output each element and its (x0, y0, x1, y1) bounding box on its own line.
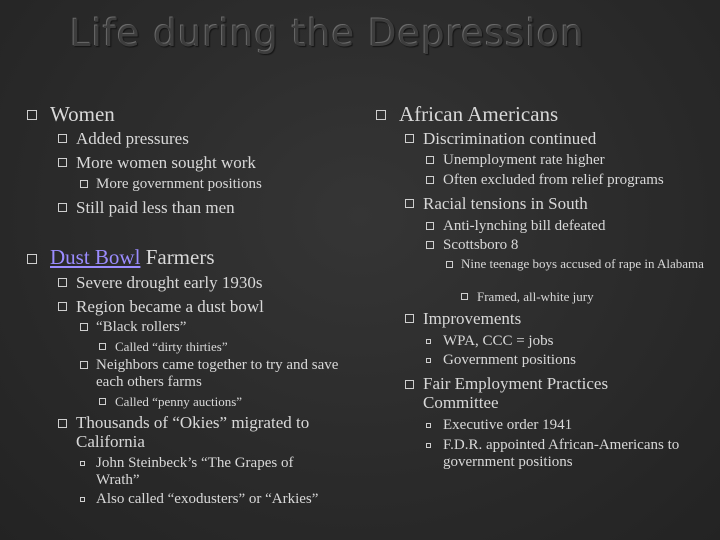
bullet-icon (80, 497, 85, 502)
wpa-item: WPA, CCC = jobs (443, 333, 554, 349)
bullet-icon (99, 398, 106, 405)
bullet-icon (58, 134, 67, 143)
bullet-icon (426, 443, 431, 448)
improvements-item: Improvements (423, 309, 522, 328)
penny-auctions: Called “penny auctions” (115, 394, 243, 409)
neighbors-item: Neighbors came together to try and save each others farms (96, 357, 339, 390)
bullet-icon (405, 134, 414, 143)
bullet-icon (405, 314, 414, 323)
nine-boys-item: Nine teenage boys accused of rape in Alabama (461, 256, 704, 271)
bullet-icon (99, 343, 106, 350)
steinbeck-item: John Steinbeck’s “The Grapes of Wrath” (96, 455, 294, 488)
bullet-icon (405, 380, 414, 389)
bullet-icon (80, 180, 88, 188)
bullet-icon (376, 110, 386, 120)
fair-employment-item: Fair Employment Practices Committee (423, 374, 609, 412)
exodusters-item: Also called “exodusters” or “Arkies” (96, 491, 319, 507)
dust-bowl-link[interactable]: Dust Bowl (50, 245, 141, 269)
bullet-icon (426, 156, 434, 164)
executive-order-item: Executive order 1941 (443, 417, 573, 433)
bullet-icon (426, 241, 434, 249)
bullet-icon (446, 261, 453, 268)
bullet-icon (80, 323, 88, 331)
bullet-icon (80, 461, 85, 466)
bullet-icon (461, 293, 468, 300)
bullet-icon (426, 423, 431, 428)
scottsboro-item: Scottsboro 8 (443, 237, 519, 253)
dust-item-1: Severe drought early 1930s (76, 273, 263, 292)
excluded-item: Often excluded from relief programs (443, 172, 664, 188)
slide-title: Life during the Depression (70, 12, 585, 55)
unemployment-item: Unemployment rate higher (443, 152, 605, 168)
bullet-icon (80, 361, 88, 369)
bullet-icon (27, 110, 37, 120)
framed-item: Framed, all-white jury (477, 289, 594, 304)
bullet-icon (426, 358, 431, 363)
women-item-1: Added pressures (76, 129, 189, 148)
women-sub-item: More government positions (96, 176, 262, 192)
dirty-thirties: Called “dirty thirties” (115, 339, 228, 354)
women-item-3: Still paid less than men (76, 198, 235, 217)
govpos-item: Government positions (443, 352, 576, 368)
women-heading: Women (50, 102, 115, 126)
african-americans-heading: African Americans (399, 102, 559, 126)
okies-item: Thousands of “Okies” migrated to California (76, 413, 310, 451)
antilynching-item: Anti-lynching bill defeated (443, 218, 606, 234)
bullet-icon (27, 254, 37, 264)
dust-item-2: Region became a dust bowl (76, 297, 264, 316)
women-item-2: More women sought work (76, 153, 256, 172)
discrimination-item: Discrimination continued (423, 129, 597, 148)
fdr-item: F.D.R. appointed African-Americans to government positions (443, 437, 680, 470)
dust-bowl-heading-rest: Farmers (140, 245, 215, 269)
bullet-icon (58, 419, 67, 428)
bullet-icon (58, 278, 67, 287)
bullet-icon (405, 199, 414, 208)
black-rollers: “Black rollers” (96, 319, 187, 335)
bullet-icon (426, 339, 431, 344)
bullet-icon (58, 158, 67, 167)
dust-bowl-heading (50, 245, 215, 270)
bullet-icon (426, 176, 434, 184)
racial-tensions-item: Racial tensions in South (423, 194, 588, 213)
bullet-icon (426, 222, 434, 230)
bullet-icon (58, 203, 67, 212)
bullet-icon (58, 302, 67, 311)
